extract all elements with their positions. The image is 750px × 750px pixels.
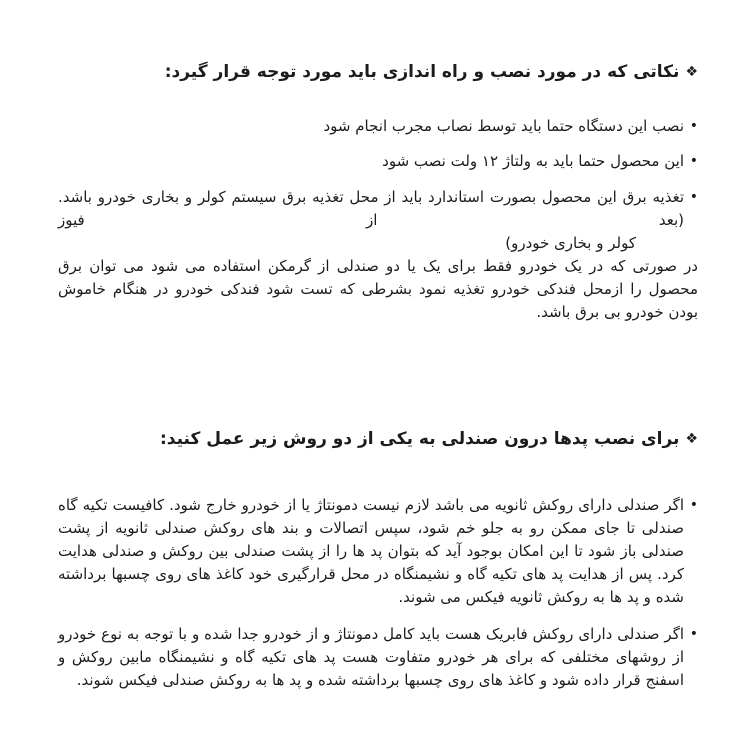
list-item — [58, 150, 698, 173]
diamond-bullet-icon: ❖ — [685, 64, 698, 80]
list-item-text — [58, 186, 684, 255]
section-heading: برای نصب پدها درون صندلی به یکی از دو روش زیر عمل کنید: — [159, 429, 680, 449]
list-item — [58, 494, 698, 609]
bullet-dot-icon: • — [689, 118, 698, 134]
bullet-dot-icon: • — [689, 189, 698, 205]
list-item — [58, 623, 698, 692]
diamond-bullet-icon: ❖ — [685, 431, 698, 447]
section-pad-install — [58, 427, 698, 692]
section-heading-row — [58, 60, 698, 85]
list-item — [58, 186, 698, 255]
list-item-text: این محصول حتما باید به ولتاژ ۱۲ ولت نصب شود — [382, 152, 684, 170]
list-item-text: نصب این دستگاه حتما باید توسط نصاب مجرب انجام شود — [323, 117, 684, 135]
bullet-dot-icon: • — [689, 497, 698, 513]
bullet-dot-icon: • — [689, 153, 698, 169]
bullet-list — [58, 494, 698, 692]
list-item — [58, 115, 698, 138]
bullet-dot-icon: • — [689, 626, 698, 642]
section-heading: نکاتی که در مورد نصب و راه اندازی باید مورد توجه قرار گیرد: — [164, 62, 680, 82]
list-item-line2: کولر و بخاری خودرو) — [505, 234, 636, 252]
list-item-text: اگر صندلی دارای روکش فابریک هست باید کامل دمونتاژ و از خودرو جدا شده و با توجه به نوع خودرو از روشهای مختلفی که برای هر خودرو متفاوت هست پد های تکیه گاه و نشیمنگاه مابین روکش و اسفنج قرار داده شود و کاغذ های روی چسبها برداشته شده و پد ها به روکش صندلی فیکس شوند. — [58, 625, 684, 689]
bullet-list — [58, 115, 698, 255]
note-paragraph: در صورتی که در یک خودرو فقط برای یک یا دو صندلی از گرمکن استفاده می شود می توان برق محصول را ازمحل فندکی خودرو تغذیه نمود بشرطی که تست شود فندکی خودرو در هنگام خاموش بودن خودرو بی برق باشد. — [58, 257, 698, 321]
section-heading-row — [58, 427, 698, 452]
list-item-line1: تغذیه برق این محصول بصورت استاندارد باید از محل تغذیه برق سیستم کولر و بخاری خودرو باشد. (بعد از فیوز — [58, 188, 684, 229]
section-install-notes — [58, 60, 698, 324]
list-item-text: اگر صندلی دارای روکش ثانویه می باشد لازم نیست دمونتاژ یا از خودرو خارج شود. کافیست تکیه گاه صندلی تا جای ممکن رو به جلو خم شود، سپس اتصالات و بند های روکش صندلی ثانویه از پشت صندلی باز شود تا این امکان بوجود آید که بتوان پد ها را از پشت صندلی بین روکش و صندلی هدایت کرد. پس از هدایت پد های تکیه گاه و نشیمنگاه در محل قرارگیری خود کاغذ های روی چسبها برداشته شده و پد ها به روکش ثانویه فیکس می شوند. — [58, 496, 684, 606]
